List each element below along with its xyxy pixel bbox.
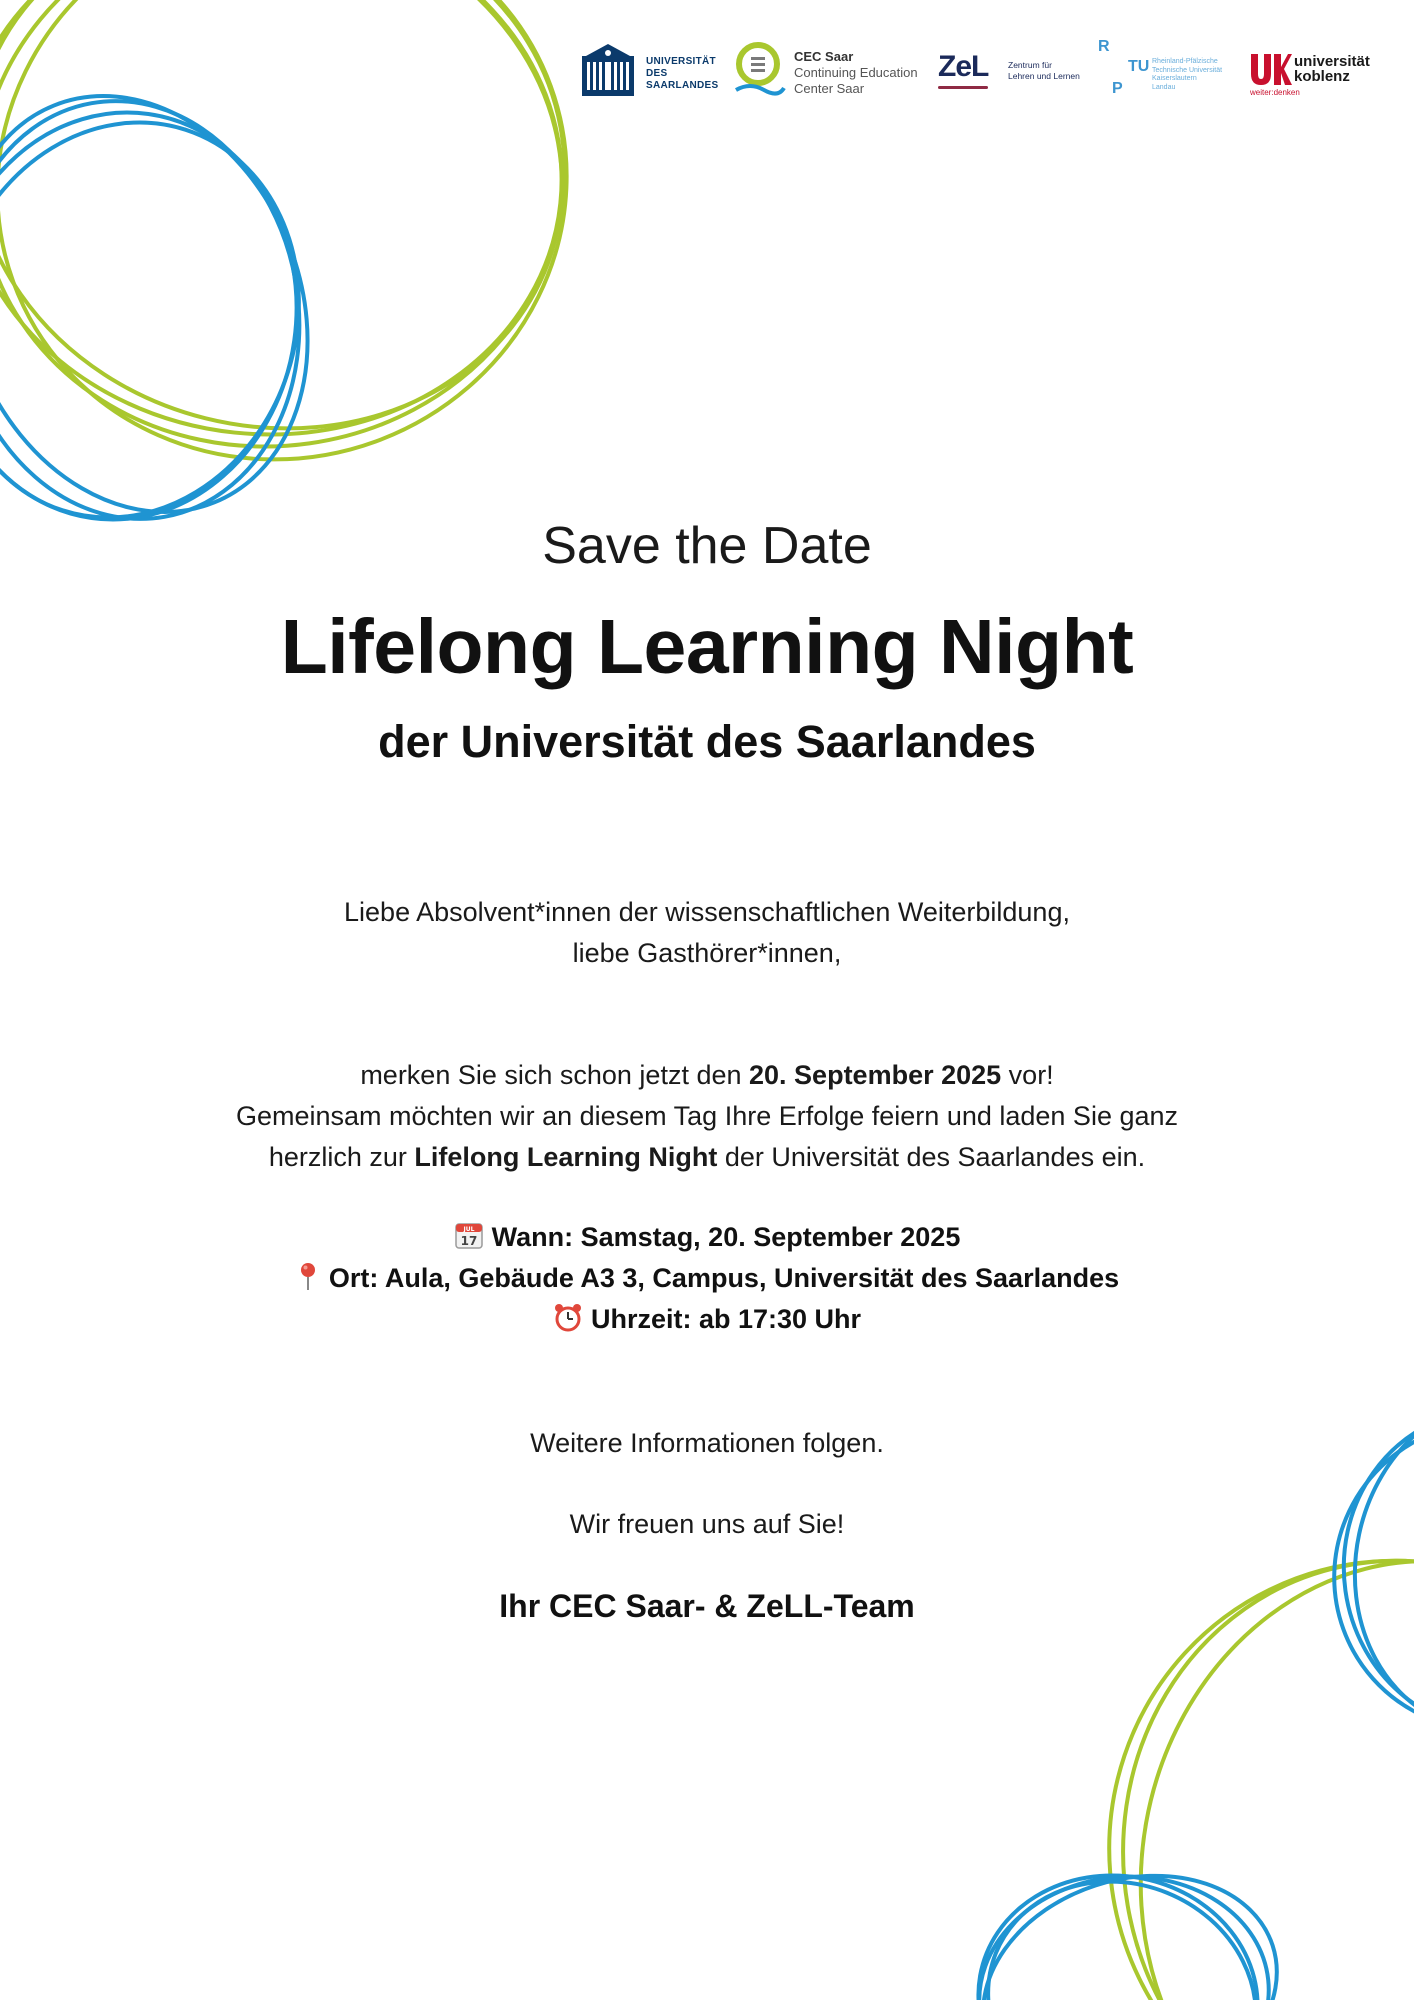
rptu-sub-2: Technische Universität bbox=[1152, 66, 1223, 74]
uds-line-1: UNIVERSITÄT bbox=[646, 56, 716, 67]
zel-sub-2: Lehren und Lernen bbox=[1008, 71, 1080, 81]
rptu-sub-3: Kaiserslautern bbox=[1152, 75, 1197, 82]
pre-title: Save the Date bbox=[542, 517, 872, 575]
decorative-circles-top-left bbox=[0, 0, 600, 560]
zel-underline bbox=[938, 86, 988, 89]
invitation bbox=[0, 1055, 1414, 1178]
uk-mark-icon bbox=[1248, 52, 1292, 88]
uk-tagline: weiter:denken bbox=[1250, 88, 1300, 97]
uk-line-2: koblenz bbox=[1294, 68, 1350, 85]
rptu-r: R bbox=[1098, 38, 1110, 55]
alarm-clock-icon bbox=[553, 1302, 583, 1332]
event-details bbox=[0, 1217, 1414, 1340]
uds-crest-icon bbox=[580, 42, 636, 100]
greeting-line-2: liebe Gasthörer*innen, bbox=[572, 938, 842, 968]
logo-universitaet-koblenz bbox=[1248, 52, 1398, 98]
page-title: Lifelong Learning Night bbox=[280, 604, 1134, 690]
invitation-line-1: merken Sie sich schon jetzt den 20. September 2025 vor! bbox=[360, 1060, 1054, 1090]
pin-icon bbox=[295, 1261, 321, 1291]
greeting bbox=[0, 892, 1414, 974]
rptu-sub-1: Rheinland-Pfälzische bbox=[1152, 58, 1218, 65]
greeting-line-1: Liebe Absolvent*innen der wissenschaftlichen Weiterbildung, bbox=[344, 897, 1070, 927]
rptu-p: P bbox=[1112, 80, 1123, 97]
rptu-sub-4: Landau bbox=[1152, 83, 1176, 91]
event-name: Lifelong Learning Night bbox=[414, 1142, 718, 1172]
page-subtitle: der Universität des Saarlandes bbox=[378, 716, 1036, 767]
uds-line-2: DES bbox=[646, 68, 668, 79]
thanks-note: Wir freuen uns auf Sie! bbox=[569, 1509, 845, 1539]
uk-line-1: universität bbox=[1294, 53, 1370, 70]
zel-wordmark: ZeL bbox=[938, 50, 989, 83]
detail-when: JUL 17 Wann: Samstag, 20. September 2025 bbox=[0, 1217, 1414, 1258]
detail-time: Uhrzeit: ab 17:30 Uhr bbox=[0, 1299, 1414, 1340]
cec-saar-mark-icon bbox=[734, 40, 786, 98]
signoff: Ihr CEC Saar- & ZeLL-Team bbox=[499, 1588, 915, 1624]
detail-where: Ort: Aula, Gebäude A3 3, Campus, Universität des Saarlandes bbox=[0, 1258, 1414, 1299]
logo-cec-saar bbox=[734, 40, 934, 98]
zel-sub-1: Zentrum für bbox=[1008, 60, 1052, 70]
logo-rptu bbox=[1098, 38, 1248, 102]
more-info-note: Weitere Informationen folgen. bbox=[530, 1428, 884, 1458]
cec-line-3: Center Saar bbox=[794, 81, 865, 96]
invitation-line-2: Gemeinsam möchten wir an diesem Tag Ihre Erfolge feiern und laden Sie ganz bbox=[235, 1101, 1179, 1131]
calendar-month: JUL bbox=[463, 1226, 475, 1233]
partner-logo-bar bbox=[578, 36, 1404, 106]
logo-zel bbox=[938, 50, 1108, 90]
logo-universitaet-des-saarlandes bbox=[580, 42, 726, 98]
cec-name: CEC Saar bbox=[794, 49, 854, 64]
cec-line-2: Continuing Education bbox=[794, 65, 918, 80]
invitation-line-3: herzlich zur Lifelong Learning Night der Universität des Saarlandes ein. bbox=[268, 1142, 1146, 1172]
calendar-icon bbox=[454, 1220, 484, 1250]
calendar-day: 17 bbox=[460, 1234, 478, 1248]
uds-line-3: SAARLANDES bbox=[646, 80, 719, 91]
rptu-tu: TU bbox=[1128, 58, 1150, 75]
event-date: 20. September 2025 bbox=[749, 1060, 1002, 1090]
